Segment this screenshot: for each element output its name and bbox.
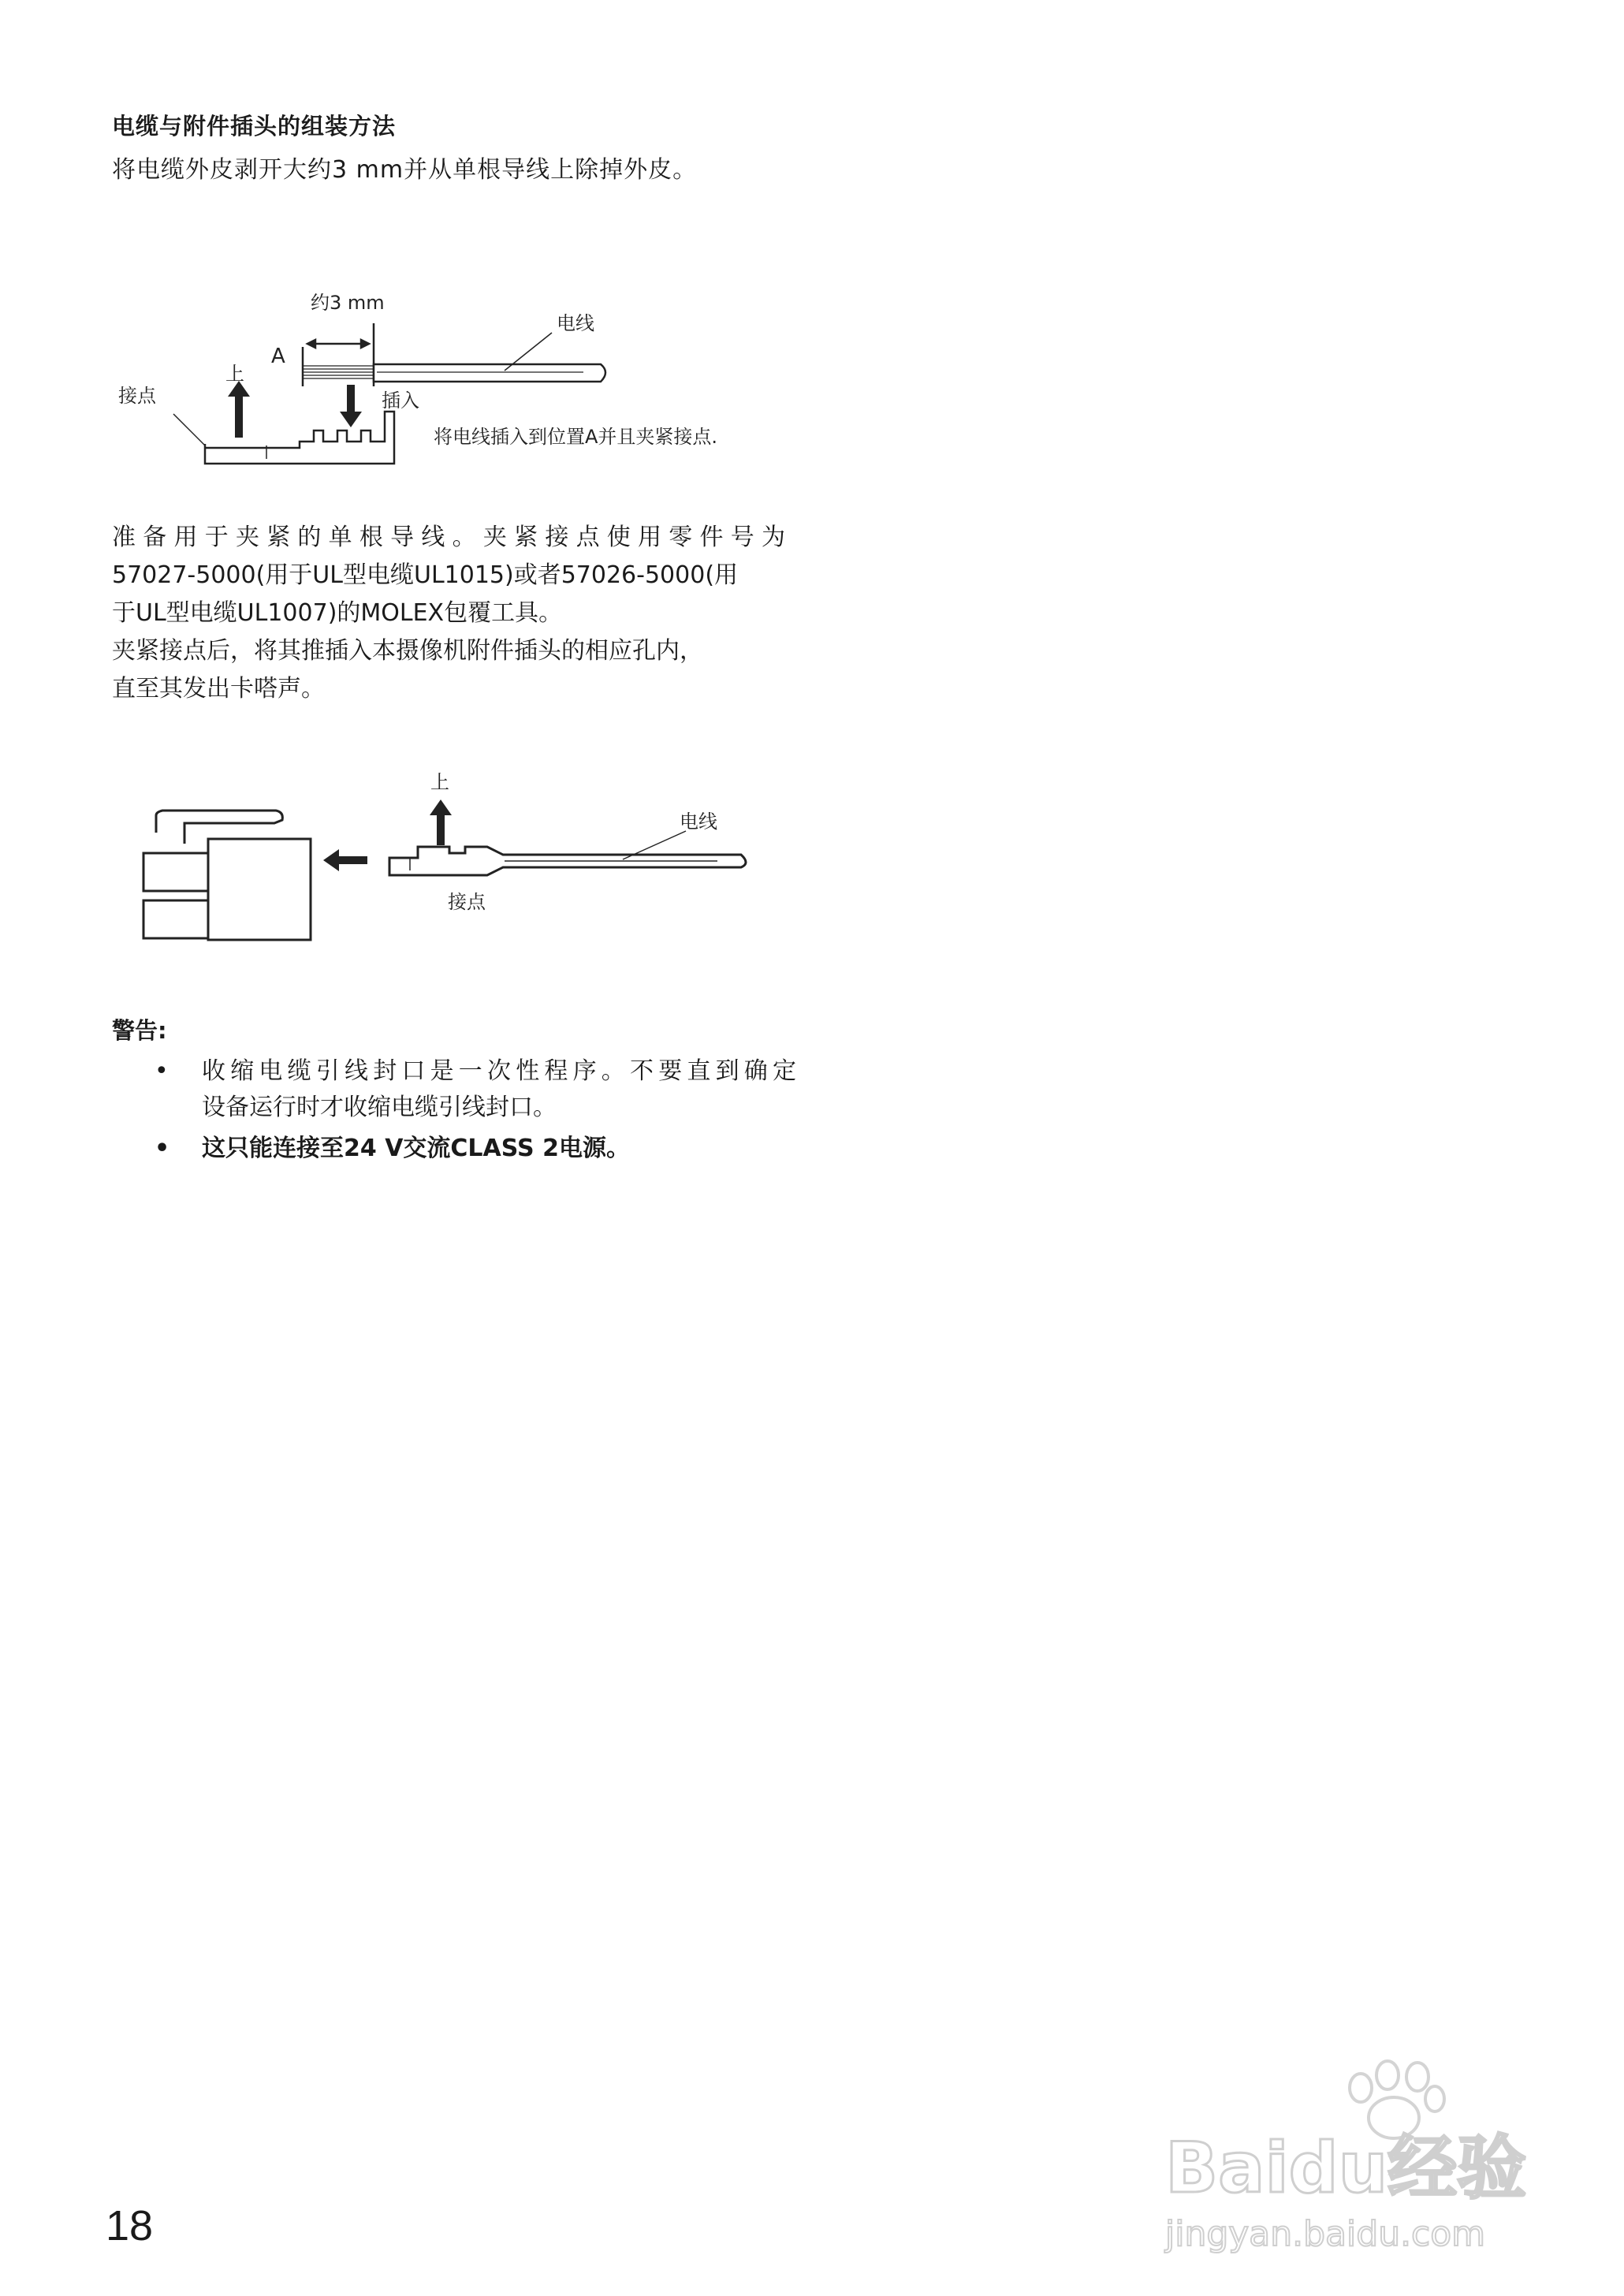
- wire-label: 电线: [680, 811, 717, 833]
- bullet: •: [155, 1057, 169, 1085]
- contact-label: 接点: [118, 385, 156, 407]
- instruction-paragraph: [112, 519, 790, 708]
- up-label: 上: [430, 771, 449, 793]
- paragraph-line: 夹紧接点后，将其推插入本摄像机附件插头的相应孔内，: [112, 637, 703, 665]
- warning-list: [155, 1053, 801, 1167]
- list-item: [155, 1053, 801, 1126]
- figure-wire-insertion: [110, 284, 804, 481]
- list-item: [155, 1131, 801, 1167]
- down-arrow-icon: [340, 385, 362, 427]
- paragraph-line: 于UL型电缆UL1007)的MOLEX包覆工具。: [112, 599, 563, 627]
- left-arrow-icon: [323, 849, 367, 871]
- watermark-url: jingyan.baidu.com: [1165, 2214, 1486, 2254]
- position-label: A: [271, 345, 285, 368]
- warning-line: 收缩电缆引线封口是一次性程序。不要直到确定: [202, 1057, 801, 1085]
- up-label: 上: [225, 363, 244, 385]
- wire-label: 电线: [557, 312, 594, 334]
- figure-caption: 将电线插入到位置A并且夹紧接点.: [434, 426, 718, 448]
- intro-text: 将电缆外皮剥开大约3 mm并从单根导线上除掉外皮。: [112, 156, 698, 184]
- contact-label: 接点: [448, 891, 486, 913]
- section-heading: 电缆与附件插头的组装方法: [112, 113, 397, 140]
- paragraph-line: 57027-5000(用于UL型电缆UL1015)或者57026-5000(用: [112, 561, 739, 589]
- up-arrow-icon: [430, 800, 452, 845]
- up-arrow-icon: [228, 381, 250, 438]
- figure-connector-insertion: [134, 765, 780, 962]
- page-number: 18: [106, 2202, 154, 2249]
- insert-label: 插入: [382, 390, 419, 412]
- warning-line: 这只能连接至24 V交流CLASS 2电源。: [202, 1135, 630, 1162]
- dimension-label: 约3 mm: [311, 292, 385, 314]
- bullet: •: [155, 1135, 170, 1162]
- warning-line: 设备运行时才收缩电缆引线封口。: [202, 1094, 557, 1121]
- paragraph-line: 直至其发出卡嗒声。: [112, 675, 325, 703]
- paragraph-line: 准备用于夹紧的单根导线。夹紧接点使用零件号为: [112, 524, 790, 551]
- baidu-watermark-logo: [1157, 2042, 1551, 2263]
- warning-title: 警告:: [112, 1017, 167, 1044]
- watermark-brand: Baidu经验: [1165, 2127, 1527, 2208]
